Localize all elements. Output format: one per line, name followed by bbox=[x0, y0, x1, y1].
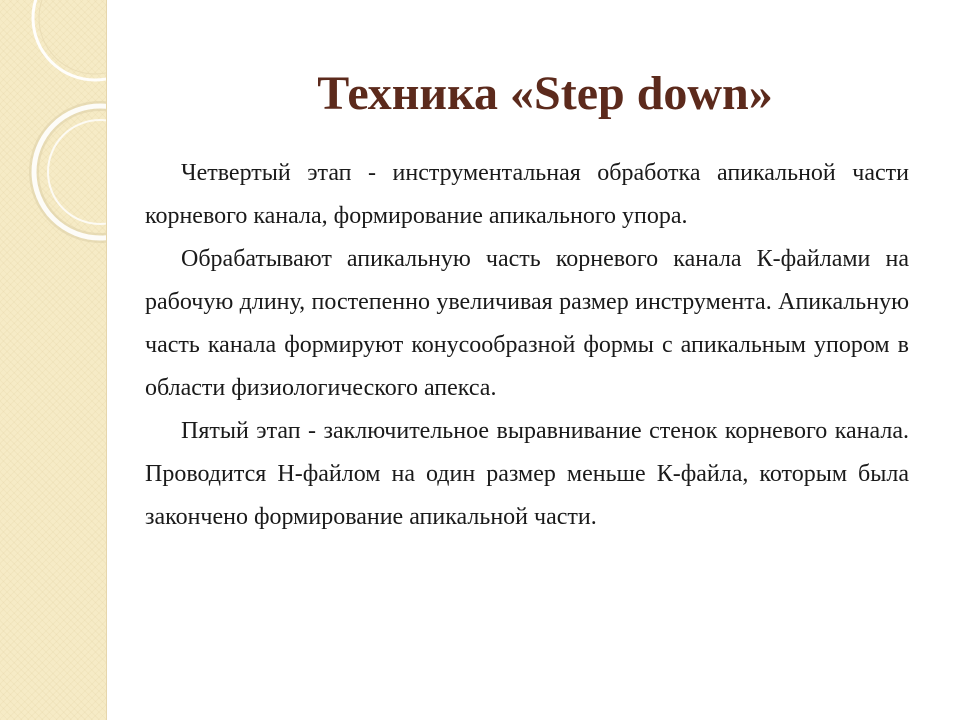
paragraph-apical-processing: Обрабатывают апикальную часть корневого канала К-файлами на рабочую длину, постепенно увеличивая размер инструмента. Апикальную часть канала формируют конусообразной формы с апикальным упором в области физиологического апекса. bbox=[145, 246, 909, 401]
paragraph-stage-five: Пятый этап - заключительное выравнивание стенок корневого канала. Проводится Н-файлом на один размер меньше К-файла, которым была закончено формирование апикальной части. bbox=[145, 418, 909, 530]
decorative-rings-icon bbox=[0, 0, 110, 260]
slide-body bbox=[145, 152, 909, 539]
paragraph-stage-four: Четвертый этап - инструментальная обработка апикальной части корневого канала, формирование апикального упора. bbox=[145, 160, 909, 229]
slide-title: Техника «Step down» bbox=[317, 67, 773, 120]
